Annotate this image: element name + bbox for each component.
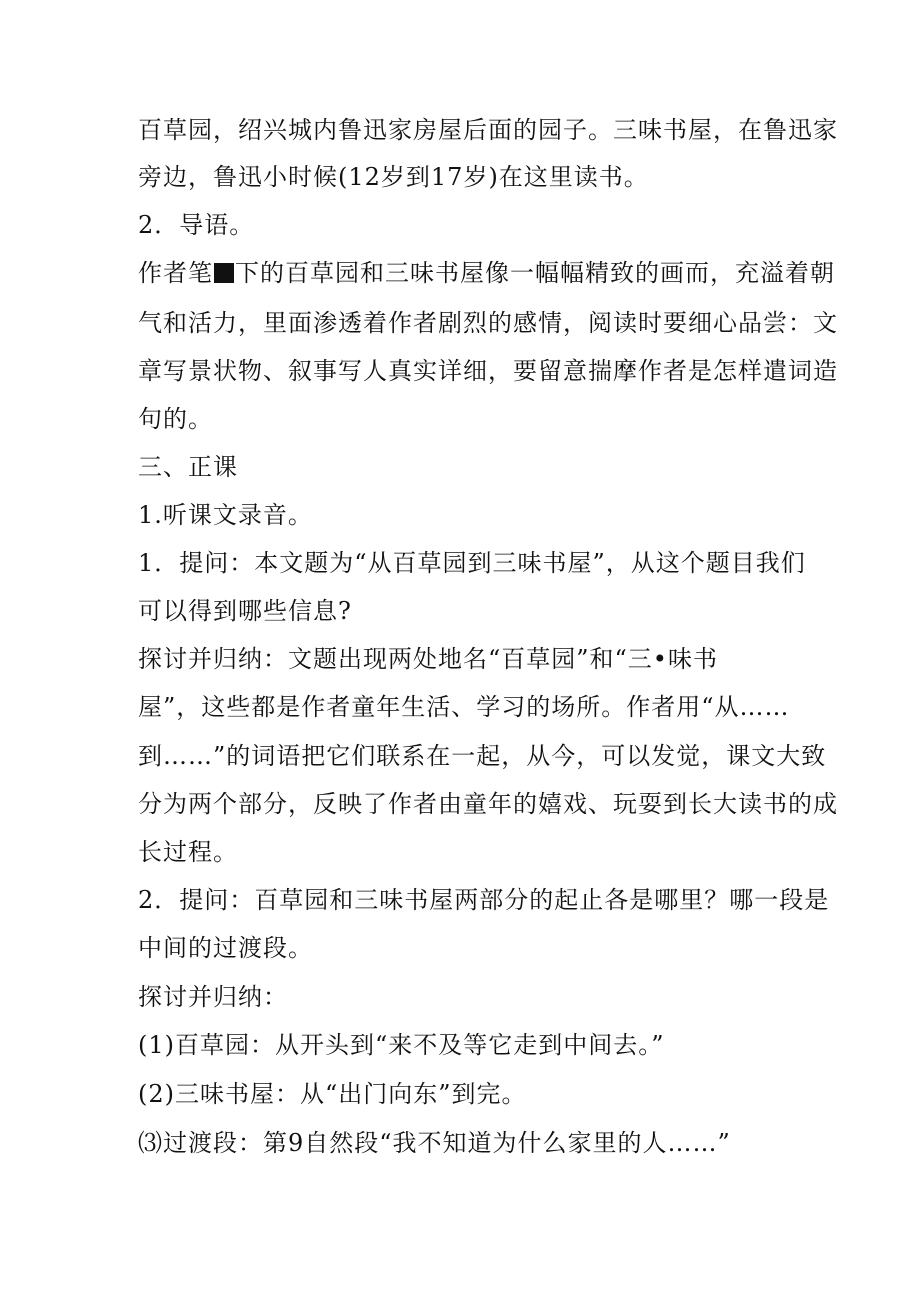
- paragraph-line: 气和活力，里面渗透着作者剧烈的感情，阅读时要细心品尝：文: [138, 309, 838, 337]
- paragraph-text: 作者笔: [138, 259, 213, 287]
- section-heading: 三、正课: [138, 453, 238, 481]
- paragraph-line: 探讨并归纳：文题出现两处地名“百草园”和“三•味书: [138, 645, 718, 673]
- list-item: ⑶过渡段：第9自然段“我不知道为什么家里的人……”: [138, 1129, 731, 1157]
- paragraph-line: 到……”的词语把它们联系在一起，从今，可以发觉，课文大致: [138, 742, 827, 770]
- paragraph-line: 章写景状物、叙事写人真实详细，要留意揣摩作者是怎样遣词造: [138, 357, 838, 385]
- redaction-block-icon: [214, 263, 234, 283]
- paragraph-line: 长过程。: [138, 838, 238, 866]
- list-item: (2)三味书屋：从“出门向东”到完。: [138, 1080, 527, 1108]
- paragraph-line: 探讨并归纳：: [138, 983, 288, 1011]
- paragraph-line: 2．提问：百草园和三味书屋两部分的起止各是哪里？哪一段是: [138, 886, 830, 914]
- paragraph-line: 百草园，绍兴城内鲁迅家房屋后面的园子。三味书屋，在鲁迅家: [138, 116, 838, 144]
- paragraph-line: 分为两个部分，反映了作者由童年的嬉戏、玩耍到长大读书的成: [138, 790, 838, 818]
- section-heading: 2．导语。: [138, 211, 255, 239]
- list-item: (1)百草园：从开头到“来不及等它走到中间去。”: [138, 1031, 665, 1059]
- paragraph-line: 1.听课文录音。: [138, 501, 313, 529]
- paragraph-line: 屋”，这些都是作者童年生活、学习的场所。作者用“从……: [138, 693, 790, 721]
- paragraph-line: 旁边，鲁迅小时候(12岁到17岁)在这里读书。: [138, 163, 649, 191]
- paragraph-line: 句的。: [138, 405, 213, 433]
- paragraph-text: 下的百草园和三味书屋像一幅幅精致的画而，充溢着朝: [235, 259, 835, 287]
- paragraph-line: [138, 257, 835, 289]
- paragraph-line: 1．提问：本文题为“从百草园到三味书屋”，从这个题目我们: [138, 549, 806, 577]
- paragraph-line: 中间的过渡段。: [138, 934, 313, 962]
- paragraph-line: 可以得到哪些信息?: [138, 597, 352, 625]
